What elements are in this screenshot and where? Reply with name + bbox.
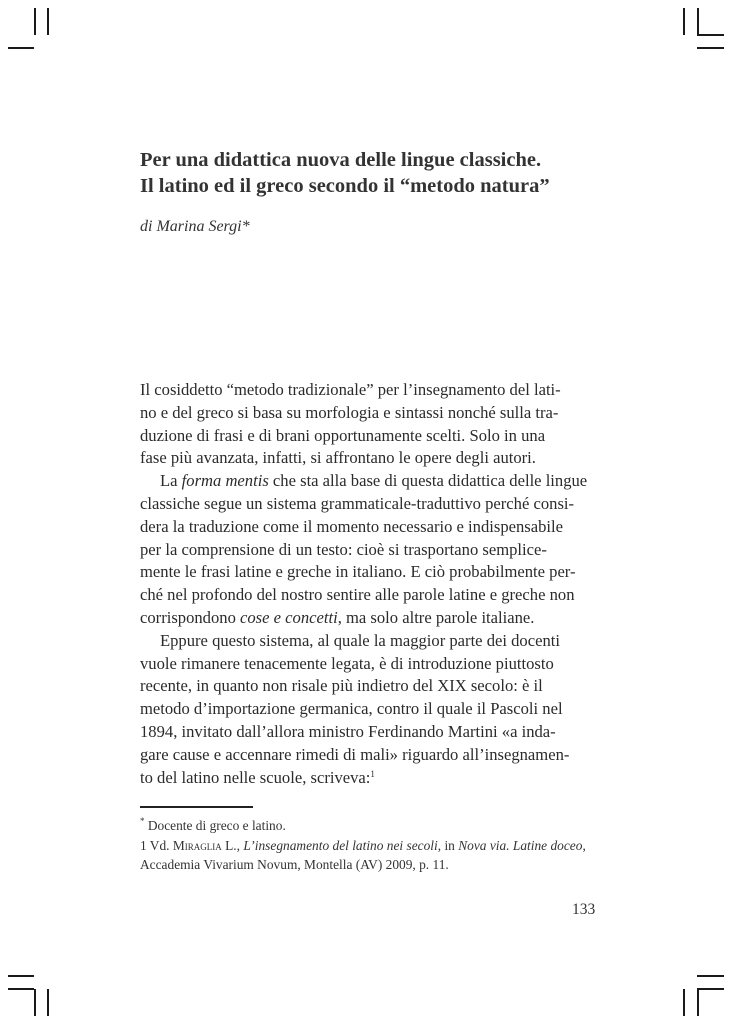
footnote-2 [140,836,600,856]
article-title-line-2: Il latino ed il greco secondo il “metodo natura” [140,175,550,197]
footnote-1 [140,816,600,836]
body-line: ché nel profondo del nostro sentire alle parole latine e greche non [140,585,575,605]
footnote-text: Vd. [146,837,173,853]
crop-mark-bottom-left-v1 [34,989,36,1016]
article-author: di Marina Sergi* [140,218,250,235]
body-text-run: che sta alla base di questa didattica delle lingue [268,471,588,491]
body-line: dera la traduzione come il momento necessario e indispensabile [140,516,563,536]
body-line: Il cosiddetto “metodo tradizionale” per l’insegnamento del lati- [140,380,561,399]
crop-mark-top-right-v1 [683,8,685,35]
body-line: per la comprensione di un testo: cioè si trasportano semplice- [140,539,547,559]
body-text-run: , ma solo altre parole italiane. [337,607,535,627]
footnote-text: , in [437,837,459,853]
body-line [140,470,598,493]
footnote-source-title: Nova via. Latine doceo [458,837,583,853]
crop-mark-top-right-h1 [697,34,724,36]
body-line: gare cause e accennare rimedi di mali» riguardo all’insegnamen- [140,744,570,764]
footnote-author: Miraglia [172,837,222,853]
footnote-mark: 1 [140,837,147,853]
crop-mark-bottom-right-v1 [683,989,685,1016]
body-line: duzione di frasi e di brani opportunamente scelti. Solo in una [140,425,546,445]
body-line: Eppure questo sistema, al quale la maggior parte dei docenti [160,630,560,650]
footnote-2-continued: Accademia Vivarium Novum, Montella (AV) 2009, p. 11. [140,857,449,872]
body-emphasis: forma mentis [181,471,269,491]
body-line [140,767,598,790]
body-text-run: to del latino nelle scuole, scriveva: [140,767,371,787]
article-title-line-1: Per una didattica nuova delle lingue classiche. [140,149,542,171]
body-text-run: La [160,471,182,491]
body-line: metodo d’importazione germanica, contro il quale il Pascoli nel [140,699,563,719]
body-line: 1894, invitato dall’allora ministro Ferdinando Martini «a inda- [140,721,556,741]
body-line: recente, in quanto non risale più indietro del XIX secolo: è il [140,676,543,696]
footnote-text: L., [221,837,244,853]
body-line: vuole rimanere tenacemente legata, è di introduzione piuttosto [140,653,554,673]
footnote-mark: * [140,816,145,826]
crop-mark-top-left-v1 [34,8,36,35]
footnote-text: , [582,837,586,853]
article-body [140,379,598,789]
article-title [140,147,610,199]
body-line: fase più avanzata, infatti, si affrontano le opere degli autori. [140,448,536,468]
footnote-text: Docente di greco e latino. [144,818,286,833]
crop-mark-top-right-v2 [697,8,699,35]
crop-mark-bottom-left-h2 [8,988,34,990]
page-number: 133 [572,901,596,918]
footnote-separator [140,806,253,808]
body-line: classiche segue un sistema grammaticale-traduttivo perché consi- [140,493,575,513]
crop-mark-bottom-right-h2 [697,988,724,990]
body-line [140,607,598,630]
crop-mark-top-left-h [8,47,34,49]
body-text-run: corrispondono [140,607,241,627]
crop-mark-bottom-left-v2 [47,989,49,1016]
crop-mark-top-right-h2 [697,47,724,49]
crop-mark-bottom-left-h [8,975,34,977]
crop-mark-bottom-right-h [697,975,724,977]
body-emphasis: cose e concetti [240,607,338,627]
footnote-reference[interactable]: 1 [370,768,375,779]
body-line: no e del greco si basa su morfologia e sintassi nonché sulla tra- [140,402,559,422]
footnote-work-title: L’insegnamento del latino nei secoli [243,837,438,853]
crop-mark-top-left-v2 [47,8,49,35]
body-line: mente le frasi latine e greche in italiano. E ciò probabilmente per- [140,562,576,582]
footnotes [140,816,600,875]
crop-mark-bottom-right-v2 [697,989,699,1016]
